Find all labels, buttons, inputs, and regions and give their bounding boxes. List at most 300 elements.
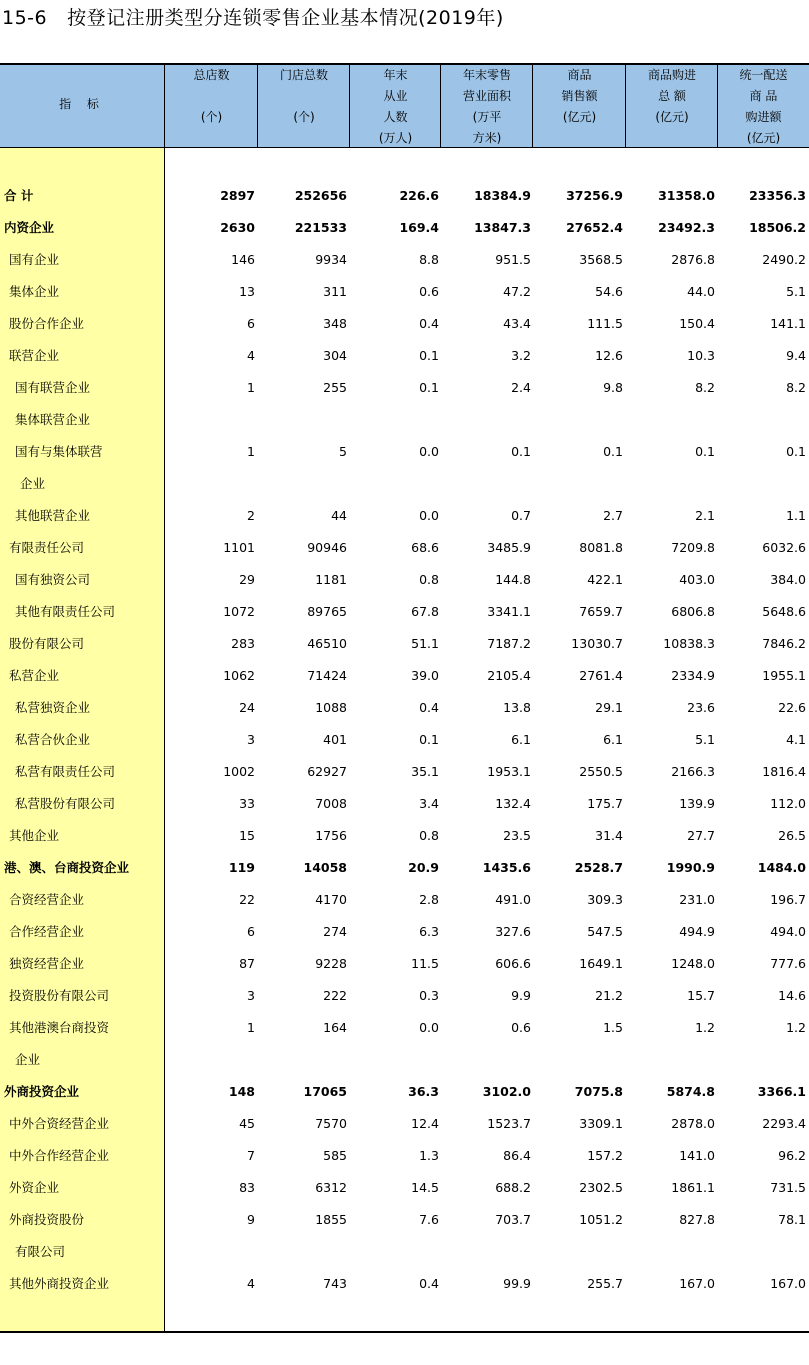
cell-value: 26.5: [778, 828, 806, 843]
cell-value: 157.2: [587, 1148, 623, 1163]
cell-value: 31358.0: [658, 188, 715, 203]
row-label: 外商投资企业: [4, 1084, 80, 1099]
cell-value: 89765: [307, 604, 347, 619]
cell-value: 46510: [307, 636, 347, 651]
cell-value: 18506.2: [749, 220, 806, 235]
table-row: [0, 532, 809, 564]
cell-value: 1484.0: [757, 860, 806, 875]
cell-value: 0.4: [419, 316, 439, 331]
cell-value: 1181: [315, 572, 347, 587]
row-label: 私营独资企业: [15, 700, 91, 715]
cell-value: 3366.1: [757, 1084, 806, 1099]
cell-value: 1756: [315, 828, 347, 843]
column-divider: [164, 65, 165, 147]
cell-value: 27652.4: [566, 220, 623, 235]
cell-value: 71424: [307, 668, 347, 683]
row-label: 股份有限公司: [9, 636, 85, 651]
cell-value: 22: [239, 892, 255, 907]
cell-value: 146: [231, 252, 255, 267]
cell-value: 141.0: [679, 1148, 715, 1163]
cell-value: 10.3: [687, 348, 715, 363]
cell-value: 13030.7: [571, 636, 623, 651]
cell-value: 7846.2: [762, 636, 806, 651]
cell-value: 62927: [307, 764, 347, 779]
table-row: [0, 1044, 809, 1076]
cell-value: 14058: [303, 860, 347, 875]
cell-value: 1435.6: [482, 860, 531, 875]
row-label: 独资经营企业: [9, 956, 85, 971]
table-row: [0, 1236, 809, 1268]
cell-value: 99.9: [503, 1276, 531, 1291]
cell-value: 132.4: [495, 796, 531, 811]
cell-value: 3.2: [511, 348, 531, 363]
row-label: 有限责任公司: [9, 540, 85, 555]
row-label: 合资经营企业: [9, 892, 85, 907]
cell-value: 67.8: [411, 604, 439, 619]
table-row: [0, 852, 809, 884]
cell-value: 7187.2: [487, 636, 531, 651]
page-title: [2, 6, 504, 30]
cell-value: 7209.8: [671, 540, 715, 555]
row-label: 内资企业: [4, 220, 55, 235]
cell-value: 31.4: [595, 828, 623, 843]
cell-value: 2166.3: [671, 764, 715, 779]
row-label: 其他港澳台商投资: [9, 1020, 110, 1035]
cell-value: 1816.4: [762, 764, 806, 779]
cell-value: 45: [239, 1116, 255, 1131]
cell-value: 37256.9: [566, 188, 623, 203]
cell-value: 1002: [223, 764, 255, 779]
cell-value: 743: [323, 1276, 347, 1291]
cell-value: 0.6: [511, 1020, 531, 1035]
row-label: 其他有限责任公司: [15, 604, 116, 619]
column-header: 商品 销售额 (亿元): [561, 68, 598, 124]
table-row: [0, 1012, 809, 1044]
cell-value: 21.2: [595, 988, 623, 1003]
cell-value: 311: [323, 284, 347, 299]
table-row: [0, 1076, 809, 1108]
cell-value: 6: [247, 316, 255, 331]
column-header: 门店总数 (个): [279, 68, 328, 124]
cell-value: 951.5: [495, 252, 531, 267]
cell-value: 0.1: [419, 380, 439, 395]
table-row: [0, 596, 809, 628]
cell-value: 0.1: [786, 444, 806, 459]
cell-value: 222: [323, 988, 347, 1003]
cell-value: 6: [247, 924, 255, 939]
cell-value: 1649.1: [579, 956, 623, 971]
row-label: 企业: [15, 1052, 41, 1067]
cell-value: 51.1: [411, 636, 439, 651]
cell-value: 606.6: [495, 956, 531, 971]
table-row: [0, 756, 809, 788]
row-label: 私营有限责任公司: [15, 764, 116, 779]
cell-value: 22.6: [778, 700, 806, 715]
cell-value: 4: [247, 1276, 255, 1291]
cell-value: 348: [323, 316, 347, 331]
column-header: 年末零售 营业面积 (万平 方米): [462, 68, 511, 145]
cell-value: 0.1: [419, 732, 439, 747]
cell-value: 5874.8: [666, 1084, 715, 1099]
row-label: 中外合资经营企业: [9, 1116, 110, 1131]
column-divider: [532, 65, 533, 147]
cell-value: 6312: [315, 1180, 347, 1195]
cell-value: 4.1: [786, 732, 806, 747]
cell-value: 2761.4: [579, 668, 623, 683]
cell-value: 23356.3: [749, 188, 806, 203]
cell-value: 5648.6: [762, 604, 806, 619]
cell-value: 3102.0: [482, 1084, 531, 1099]
table-row: [0, 436, 809, 468]
cell-value: 422.1: [587, 572, 623, 587]
cell-value: 494.0: [770, 924, 806, 939]
cell-value: 274: [323, 924, 347, 939]
cell-value: 9.4: [786, 348, 806, 363]
cell-value: 3: [247, 988, 255, 1003]
cell-value: 14.6: [778, 988, 806, 1003]
cell-value: 3: [247, 732, 255, 747]
cell-value: 144.8: [495, 572, 531, 587]
cell-value: 141.1: [770, 316, 806, 331]
cell-value: 2878.0: [671, 1116, 715, 1131]
cell-value: 175.7: [587, 796, 623, 811]
column-header: 年末 从业 人数 (万人): [378, 68, 413, 145]
cell-value: 18384.9: [474, 188, 531, 203]
cell-value: 1990.9: [666, 860, 715, 875]
cell-value: 10838.3: [663, 636, 715, 651]
cell-value: 9: [247, 1212, 255, 1227]
cell-value: 0.1: [695, 444, 715, 459]
row-label: 中外合作经营企业: [9, 1148, 110, 1163]
row-label: 私营股份有限公司: [15, 796, 116, 811]
cell-value: 11.5: [411, 956, 439, 971]
cell-value: 1523.7: [487, 1116, 531, 1131]
cell-value: 2528.7: [574, 860, 623, 875]
cell-value: 2876.8: [671, 252, 715, 267]
cell-value: 2302.5: [579, 1180, 623, 1195]
cell-value: 7.6: [419, 1212, 439, 1227]
cell-value: 255: [323, 380, 347, 395]
cell-value: 9.8: [603, 380, 623, 395]
table-row: [0, 724, 809, 756]
cell-value: 2.4: [511, 380, 531, 395]
cell-value: 47.2: [503, 284, 531, 299]
cell-value: 139.9: [679, 796, 715, 811]
cell-value: 2897: [220, 188, 255, 203]
cell-value: 1.2: [786, 1020, 806, 1035]
bottom-rule: [0, 1331, 809, 1333]
cell-value: 384.0: [770, 572, 806, 587]
row-label: 港、澳、台商投资企业: [4, 860, 130, 875]
column-header: 商品购进 总 额 (亿元): [647, 68, 696, 124]
row-label: 其他企业: [9, 828, 60, 843]
cell-value: 150.4: [679, 316, 715, 331]
cell-value: 2334.9: [671, 668, 715, 683]
cell-value: 44.0: [687, 284, 715, 299]
table-row: [0, 468, 809, 500]
cell-value: 0.1: [419, 348, 439, 363]
cell-value: 1248.0: [671, 956, 715, 971]
table-row: [0, 980, 809, 1012]
table-row: [0, 1108, 809, 1140]
cell-value: 6806.8: [671, 604, 715, 619]
row-label: 其他外商投资企业: [9, 1276, 110, 1291]
cell-value: 0.7: [511, 508, 531, 523]
cell-value: 403.0: [679, 572, 715, 587]
cell-value: 494.9: [679, 924, 715, 939]
table-row: [0, 500, 809, 532]
table-row: [0, 244, 809, 276]
cell-value: 0.8: [419, 572, 439, 587]
column-divider: [440, 65, 441, 147]
cell-value: 221533: [294, 220, 347, 235]
cell-value: 585: [323, 1148, 347, 1163]
cell-value: 2.1: [695, 508, 715, 523]
cell-value: 29: [239, 572, 255, 587]
cell-value: 2105.4: [487, 668, 531, 683]
cell-value: 36.3: [408, 1084, 439, 1099]
cell-value: 27.7: [687, 828, 715, 843]
row-label: 其他联营企业: [15, 508, 91, 523]
table-row: [0, 372, 809, 404]
row-label: 联营企业: [9, 348, 60, 363]
cell-value: 6.1: [603, 732, 623, 747]
cell-value: 1953.1: [487, 764, 531, 779]
cell-value: 35.1: [411, 764, 439, 779]
row-label: 有限公司: [15, 1244, 66, 1259]
cell-value: 23.5: [503, 828, 531, 843]
cell-value: 87: [239, 956, 255, 971]
cell-value: 6032.6: [762, 540, 806, 555]
cell-value: 688.2: [495, 1180, 531, 1195]
table-row: [0, 1140, 809, 1172]
cell-value: 0.0: [419, 444, 439, 459]
row-label: 集体联营企业: [15, 412, 91, 427]
cell-value: 0.1: [603, 444, 623, 459]
table-number: 15-6: [2, 7, 48, 29]
cell-value: 1.2: [695, 1020, 715, 1035]
row-label: 国有联营企业: [15, 380, 91, 395]
cell-value: 401: [323, 732, 347, 747]
cell-value: 7075.8: [574, 1084, 623, 1099]
table-row: [0, 1204, 809, 1236]
cell-value: 2550.5: [579, 764, 623, 779]
cell-value: 8.8: [419, 252, 439, 267]
column-header: 总店数 (个): [193, 68, 230, 124]
cell-value: 327.6: [495, 924, 531, 939]
cell-value: 1: [247, 1020, 255, 1035]
cell-value: 13: [239, 284, 255, 299]
cell-value: 4170: [315, 892, 347, 907]
cell-value: 0.0: [419, 1020, 439, 1035]
cell-value: 112.0: [770, 796, 806, 811]
cell-value: 7570: [315, 1116, 347, 1131]
cell-value: 703.7: [495, 1212, 531, 1227]
cell-value: 29.1: [595, 700, 623, 715]
cell-value: 13.8: [503, 700, 531, 715]
row-label: 股份合作企业: [9, 316, 85, 331]
cell-value: 6.1: [511, 732, 531, 747]
table-row: [0, 276, 809, 308]
cell-value: 0.8: [419, 828, 439, 843]
cell-value: 252656: [294, 188, 347, 203]
table-row: [0, 1268, 809, 1300]
cell-value: 1072: [223, 604, 255, 619]
table-title: 按登记注册类型分连锁零售企业基本情况(2019年): [67, 7, 504, 29]
cell-value: 1051.2: [579, 1212, 623, 1227]
cell-value: 3.4: [419, 796, 439, 811]
cell-value: 96.2: [778, 1148, 806, 1163]
row-label: 国有与集体联营: [15, 444, 103, 459]
cell-value: 5: [339, 444, 347, 459]
cell-value: 13847.3: [474, 220, 531, 235]
cell-value: 1101: [223, 540, 255, 555]
cell-value: 1855: [315, 1212, 347, 1227]
cell-value: 14.5: [411, 1180, 439, 1195]
cell-value: 9.9: [511, 988, 531, 1003]
cell-value: 255.7: [587, 1276, 623, 1291]
cell-value: 39.0: [411, 668, 439, 683]
cell-value: 20.9: [408, 860, 439, 875]
cell-value: 1062: [223, 668, 255, 683]
header-indicator: 指 标: [59, 97, 105, 111]
table-row: [0, 948, 809, 980]
cell-value: 1861.1: [671, 1180, 715, 1195]
table-row: [0, 308, 809, 340]
table-row: [0, 340, 809, 372]
cell-value: 90946: [307, 540, 347, 555]
cell-value: 827.8: [679, 1212, 715, 1227]
cell-value: 33: [239, 796, 255, 811]
cell-value: 12.6: [595, 348, 623, 363]
row-label: 国有企业: [9, 252, 60, 267]
cell-value: 169.4: [399, 220, 439, 235]
cell-value: 7008: [315, 796, 347, 811]
row-label: 投资股份有限公司: [9, 988, 110, 1003]
cell-value: 4: [247, 348, 255, 363]
cell-value: 491.0: [495, 892, 531, 907]
cell-value: 1088: [315, 700, 347, 715]
cell-value: 43.4: [503, 316, 531, 331]
cell-value: 2293.4: [762, 1116, 806, 1131]
row-label: 合 计: [4, 188, 34, 203]
cell-value: 8.2: [695, 380, 715, 395]
table-row: [0, 564, 809, 596]
cell-value: 2490.2: [762, 252, 806, 267]
cell-value: 2.8: [419, 892, 439, 907]
cell-value: 8.2: [786, 380, 806, 395]
cell-value: 17065: [303, 1084, 347, 1099]
cell-value: 167.0: [770, 1276, 806, 1291]
cell-value: 15.7: [687, 988, 715, 1003]
row-label: 外资企业: [9, 1180, 60, 1195]
cell-value: 2.7: [603, 508, 623, 523]
row-label: 私营合伙企业: [15, 732, 91, 747]
cell-value: 83: [239, 1180, 255, 1195]
cell-value: 54.6: [595, 284, 623, 299]
table-row: [0, 692, 809, 724]
cell-value: 3309.1: [579, 1116, 623, 1131]
table-row: [0, 916, 809, 948]
table-row: [0, 180, 809, 212]
cell-value: 3485.9: [487, 540, 531, 555]
cell-value: 1.5: [603, 1020, 623, 1035]
cell-value: 777.6: [770, 956, 806, 971]
cell-value: 1.3: [419, 1148, 439, 1163]
cell-value: 1955.1: [762, 668, 806, 683]
cell-value: 15: [239, 828, 255, 843]
cell-value: 0.4: [419, 700, 439, 715]
cell-value: 226.6: [399, 188, 439, 203]
cell-value: 9228: [315, 956, 347, 971]
cell-value: 0.4: [419, 1276, 439, 1291]
cell-value: 0.3: [419, 988, 439, 1003]
cell-value: 3341.1: [487, 604, 531, 619]
cell-value: 231.0: [679, 892, 715, 907]
row-label: 企业: [20, 476, 46, 491]
table-row: [0, 404, 809, 436]
cell-value: 6.3: [419, 924, 439, 939]
cell-value: 309.3: [587, 892, 623, 907]
cell-value: 0.6: [419, 284, 439, 299]
row-label: 国有独资公司: [15, 572, 91, 587]
cell-value: 148: [228, 1084, 255, 1099]
table-row: [0, 788, 809, 820]
cell-value: 5.1: [695, 732, 715, 747]
cell-value: 24: [239, 700, 255, 715]
cell-value: 5.1: [786, 284, 806, 299]
table-row: [0, 884, 809, 916]
table-row: [0, 1172, 809, 1204]
cell-value: 7: [247, 1148, 255, 1163]
column-divider: [625, 65, 626, 147]
cell-value: 1: [247, 444, 255, 459]
column-header: 统一配送 商 品 购进额 (亿元): [739, 68, 788, 145]
cell-value: 1.1: [786, 508, 806, 523]
row-label: 外商投资股份: [9, 1212, 85, 1227]
cell-value: 9934: [315, 252, 347, 267]
cell-value: 304: [323, 348, 347, 363]
cell-value: 547.5: [587, 924, 623, 939]
row-label: 集体企业: [9, 284, 60, 299]
cell-value: 0.1: [511, 444, 531, 459]
cell-value: 196.7: [770, 892, 806, 907]
cell-value: 8081.8: [579, 540, 623, 555]
cell-value: 12.4: [411, 1116, 439, 1131]
row-label: 私营企业: [9, 668, 60, 683]
table-row: [0, 660, 809, 692]
column-divider: [349, 65, 350, 147]
cell-value: 119: [228, 860, 255, 875]
cell-value: 283: [231, 636, 255, 651]
cell-value: 167.0: [679, 1276, 715, 1291]
column-divider: [257, 65, 258, 147]
cell-value: 2630: [220, 220, 255, 235]
cell-value: 731.5: [770, 1180, 806, 1195]
column-divider: [717, 65, 718, 147]
table-row: [0, 212, 809, 244]
cell-value: 3568.5: [579, 252, 623, 267]
cell-value: 23492.3: [658, 220, 715, 235]
cell-value: 1: [247, 380, 255, 395]
cell-value: 7659.7: [579, 604, 623, 619]
cell-value: 111.5: [587, 316, 623, 331]
cell-value: 86.4: [503, 1148, 531, 1163]
table-row: [0, 628, 809, 660]
cell-value: 78.1: [778, 1212, 806, 1227]
cell-value: 0.0: [419, 508, 439, 523]
cell-value: 2: [247, 508, 255, 523]
